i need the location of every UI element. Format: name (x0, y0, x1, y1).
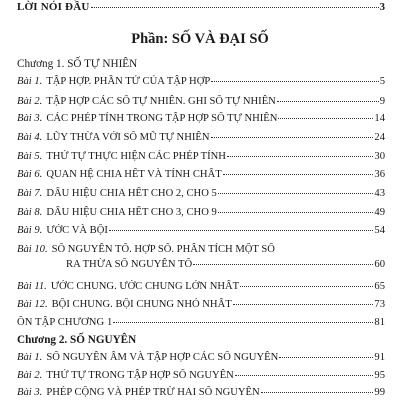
lesson-page: 91 (374, 352, 385, 363)
lesson-label: Bài 8. (17, 207, 43, 218)
lesson-title: ƯỚC CHUNG. ƯỚC CHUNG LỚN NHẤT (50, 281, 240, 292)
lesson-page: 73 (374, 299, 385, 310)
dot-leader (211, 81, 378, 82)
toc-row-ch2-lesson-2[interactable] (17, 369, 385, 383)
lesson-page: 99 (374, 387, 385, 398)
toc-row-ch1-lesson-12[interactable] (17, 298, 385, 312)
dot-leader (279, 357, 373, 358)
lesson-title: BỘI CHUNG. BỘI CHUNG NHỎ NHẤT (51, 299, 232, 310)
review-title: ÔN TẬP CHƯƠNG 1 (17, 317, 113, 328)
chapter-name: SỐ NGUYÊN (70, 334, 137, 346)
toc-row-ch2-lesson-3[interactable] (17, 386, 385, 400)
toc-page: 3 (379, 1, 385, 13)
lesson-title: THỨ TỰ TRONG TẬP HỢP SỐ NGUYÊN (46, 370, 234, 381)
dot-leader (240, 286, 373, 287)
lesson-page: 65 (374, 281, 385, 292)
lesson-page: 60 (374, 259, 385, 270)
toc-row-ch1-lesson-10-cont[interactable] (66, 258, 385, 272)
lesson-page: 43 (374, 188, 385, 199)
toc-row-ch1-lesson-7[interactable] (17, 187, 385, 201)
review-page: 81 (374, 317, 385, 328)
lesson-label: Bài 1. (17, 352, 43, 363)
toc-row-review-chapter-1[interactable] (17, 316, 385, 330)
toc-row-ch2-lesson-1[interactable] (17, 351, 385, 365)
lesson-title: THỨ TỰ THỰC HIỆN CÁC PHÉP TÍNH (46, 151, 226, 162)
toc-row-preface[interactable] (17, 0, 385, 14)
lesson-title: ƯỚC VÀ BỘI (46, 225, 108, 236)
lesson-label: Bài 9. (17, 225, 43, 236)
dot-leader (218, 193, 374, 194)
lesson-title: LŨY THỪA VỚI SỐ MŨ TỰ NHIÊN (46, 132, 210, 143)
toc-row-ch1-lesson-2[interactable] (17, 95, 385, 109)
dot-leader (193, 264, 373, 265)
dot-leader (91, 7, 379, 8)
toc-row-ch1-lesson-9[interactable] (17, 224, 385, 238)
dot-leader (113, 322, 373, 323)
toc-row-ch1-lesson-5[interactable] (17, 150, 385, 164)
lesson-title: QUAN HỆ CHIA HẾT VÀ TÍNH CHẤT (46, 169, 222, 180)
toc-row-ch1-lesson-4[interactable] (17, 131, 385, 145)
lesson-label: Bài 5. (17, 151, 43, 162)
chapter-prefix: Chương 2. (17, 334, 68, 346)
toc-title: LỜI NÓI ĐẦU (17, 1, 90, 13)
lesson-page: 30 (374, 151, 385, 162)
lesson-title: DẤU HIỆU CHIA HẾT CHO 3, CHO 9 (46, 207, 217, 218)
lesson-page: 9 (379, 96, 385, 107)
dot-leader (278, 118, 373, 119)
lesson-title: DẤU HIỆU CHIA HẾT CHO 2, CHO 5 (46, 188, 217, 199)
lesson-label: Bài 10. (17, 244, 48, 255)
lesson-title-line-2: RA THỪA SỐ NGUYÊN TỐ (66, 259, 193, 270)
dot-leader (261, 392, 374, 393)
lesson-label: Bài 12. (17, 299, 48, 310)
lesson-label: Bài 6. (17, 169, 43, 180)
lesson-title: SỐ NGUYÊN ÂM VÀ TẬP HỢP CÁC SỐ NGUYÊN (46, 352, 279, 363)
dot-leader (227, 156, 373, 157)
dot-leader (233, 304, 374, 305)
lesson-label: Bài 11. (17, 281, 47, 292)
lesson-title: CÁC PHÉP TÍNH TRONG TẬP HỢP SỐ TỰ NHIÊN (46, 113, 278, 124)
part-title: Phần: SỐ VÀ ĐẠI SỐ (131, 31, 269, 47)
lesson-title: TẬP HỢP CÁC SỐ TỰ NHIÊN. GHI SỐ TỰ NHIÊN (46, 96, 276, 107)
lesson-page: 95 (374, 370, 385, 381)
lesson-page: 36 (374, 169, 385, 180)
toc-row-ch1-lesson-6[interactable] (17, 168, 385, 182)
dot-leader (211, 137, 374, 138)
lesson-page: 49 (374, 207, 385, 218)
lesson-label: Bài 2. (17, 96, 43, 107)
lesson-page: 24 (374, 132, 385, 143)
lesson-label: Bài 2. (17, 370, 43, 381)
dot-leader (277, 101, 379, 102)
toc-row-ch1-lesson-11[interactable] (17, 280, 385, 294)
chapter-heading-1: Chương 1. SỐ TỰ NHIÊN (17, 58, 138, 70)
lesson-title-line-1: SỐ NGUYÊN TỐ. HỢP SỐ. PHÂN TÍCH MỘT SỐ (51, 244, 275, 255)
toc-row-ch1-lesson-10[interactable] (17, 243, 385, 257)
dot-leader (235, 375, 374, 376)
chapter-heading-2 (17, 333, 136, 347)
lesson-page: 54 (374, 225, 385, 236)
dot-leader (109, 230, 374, 231)
dot-leader (223, 174, 374, 175)
lesson-label: Bài 4. (17, 132, 43, 143)
toc-row-ch1-lesson-1[interactable] (17, 75, 385, 89)
toc-row-ch1-lesson-8[interactable] (17, 206, 385, 220)
lesson-label: Bài 3. (17, 387, 43, 398)
lesson-label: Bài 3. (17, 113, 43, 124)
lesson-page: 5 (379, 76, 385, 87)
lesson-label: Bài 1. (17, 76, 43, 87)
lesson-label: Bài 7. (17, 188, 43, 199)
lesson-title: PHÉP CỘNG VÀ PHÉP TRỪ HAI SỐ NGUYÊN (46, 387, 260, 398)
lesson-page: 14 (374, 113, 385, 124)
toc-row-ch1-lesson-3[interactable] (17, 112, 385, 126)
lesson-title: TẬP HỢP. PHẦN TỬ CỦA TẬP HỢP (46, 76, 211, 87)
dot-leader (218, 212, 374, 213)
